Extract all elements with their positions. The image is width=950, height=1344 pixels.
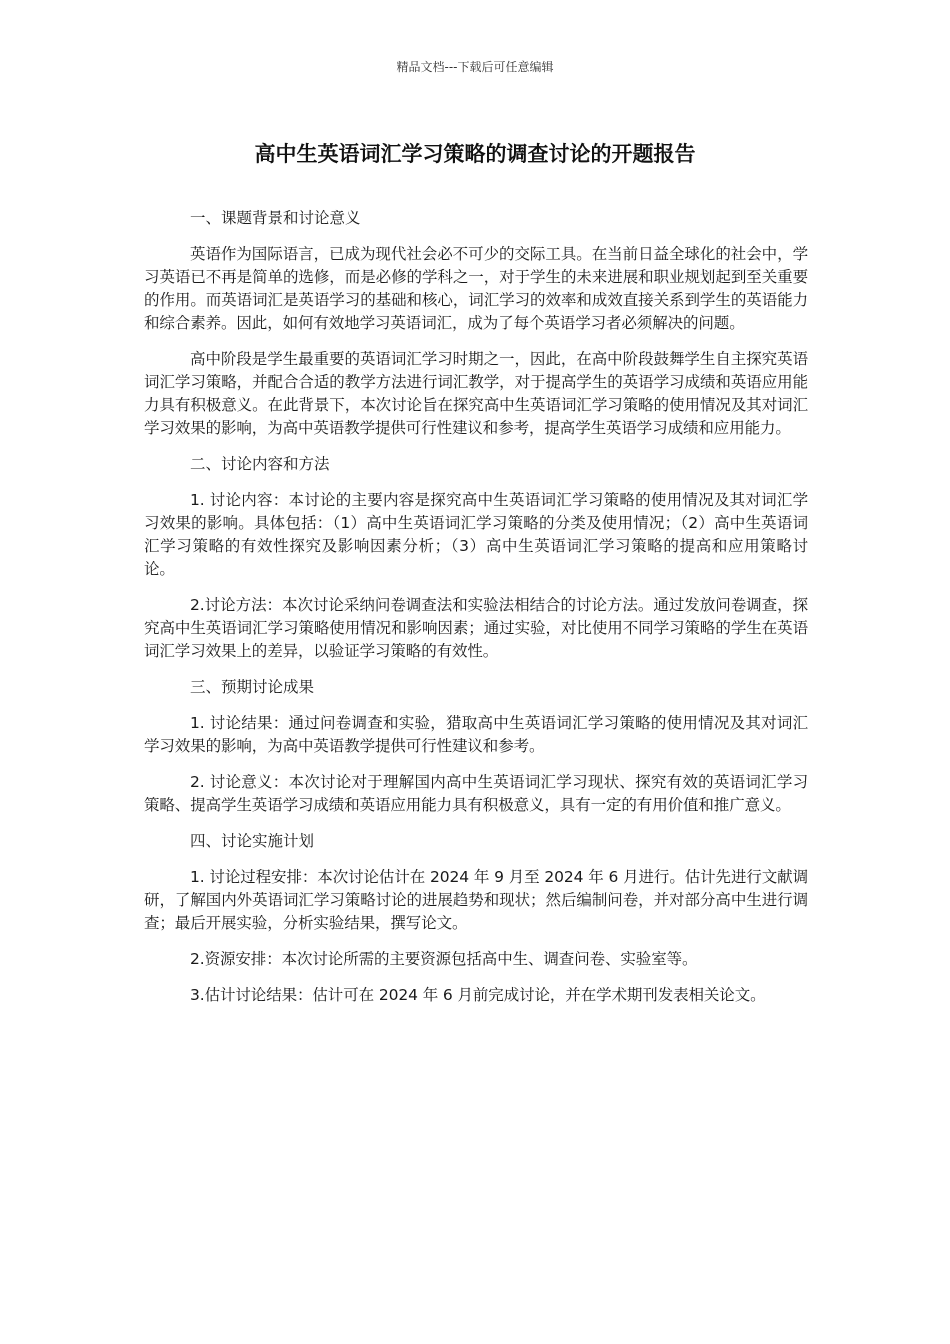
section-heading-plan: 四、讨论实施计划 [190, 832, 315, 850]
paragraph-background-1: 英语作为国际语言，已成为现代社会必不可少的交际工具。在当前日益全球化的社会中，学习英语已不再是简单的选修，而是必修的学科之一，对于学生的未来进展和职业规划起到至关重要的作用。而英语词汇是英语学习的基础和核心，词汇学习的效率和成效直接关系到学生的英语能力和综合素养。因此，如何有效地学习英语词汇，成为了每个英语学习者必须解决的问题。 [144, 245, 808, 332]
document-title: 高中生英语词汇学习策略的调查讨论的开题报告 [254, 142, 696, 166]
section-heading-expected-results: 三、预期讨论成果 [190, 678, 315, 696]
paragraph-content: 1. 讨论内容：本讨论的主要内容是探究高中生英语词汇学习策略的使用情况及其对词汇学习效果的影响。具体包括：（1）高中生英语词汇学习策略的分类及使用情况；（2）高中生英语词汇学习策略的有效性探究及影响因素分析；（3）高中生英语词汇学习策略的提高和应用策略讨论。 [144, 491, 808, 578]
section-heading-background: 一、课题背景和讨论意义 [190, 209, 361, 227]
paragraph-results: 1. 讨论结果：通过问卷调查和实验，猎取高中生英语词汇学习策略的使用情况及其对词汇学习效果的影响，为高中英语教学提供可行性建议和参考。 [144, 714, 808, 755]
header-note: 精品文档---下载后可任意编辑 [396, 60, 554, 74]
paragraph-methods: 2.讨论方法：本次讨论采纳问卷调查法和实验法相结合的讨论方法。通过发放问卷调查，探究高中生英语词汇学习策略使用情况和影响因素；通过实验，对比使用不同学习策略的学生在英语词汇学习效果上的差异，以验证学习策略的有效性。 [144, 596, 808, 660]
paragraph-background-2: 高中阶段是学生最重要的英语词汇学习时期之一，因此，在高中阶段鼓舞学生自主探究英语词汇学习策略，并配合合适的教学方法进行词汇教学，对于提高学生的英语学习成绩和英语应用能力具有积极意义。在此背景下，本次讨论旨在探究高中生英语词汇学习策略的使用情况及其对词汇学习效果的影响，为高中英语教学提供可行性建议和参考，提高学生英语学习成绩和应用能力。 [144, 350, 808, 437]
paragraph-resources: 2.资源安排：本次讨论所需的主要资源包括高中生、调查问卷、实验室等。 [190, 950, 698, 968]
paragraph-significance: 2. 讨论意义：本次讨论对于理解国内高中生英语词汇学习现状、探究有效的英语词汇学习策略、提高学生英语学习成绩和英语应用能力具有积极意义，具有一定的有用价值和推广意义。 [144, 773, 808, 814]
document-body [144, 207, 808, 1020]
paragraph-schedule: 1. 讨论过程安排：本次讨论估计在 2024 年 9 月至 2024 年 6 月进行。估计先进行文献调研，了解国内外英语词汇学习策略讨论的进展趋势和现状；然后编制问卷，并对部分高中生进行调查；最后开展实验，分析实验结果，撰写论文。 [144, 868, 808, 932]
section-heading-content-methods: 二、讨论内容和方法 [190, 455, 330, 473]
paragraph-estimated-outcome: 3.估计讨论结果：估计可在 2024 年 6 月前完成讨论，并在学术期刊发表相关论文。 [190, 986, 766, 1004]
